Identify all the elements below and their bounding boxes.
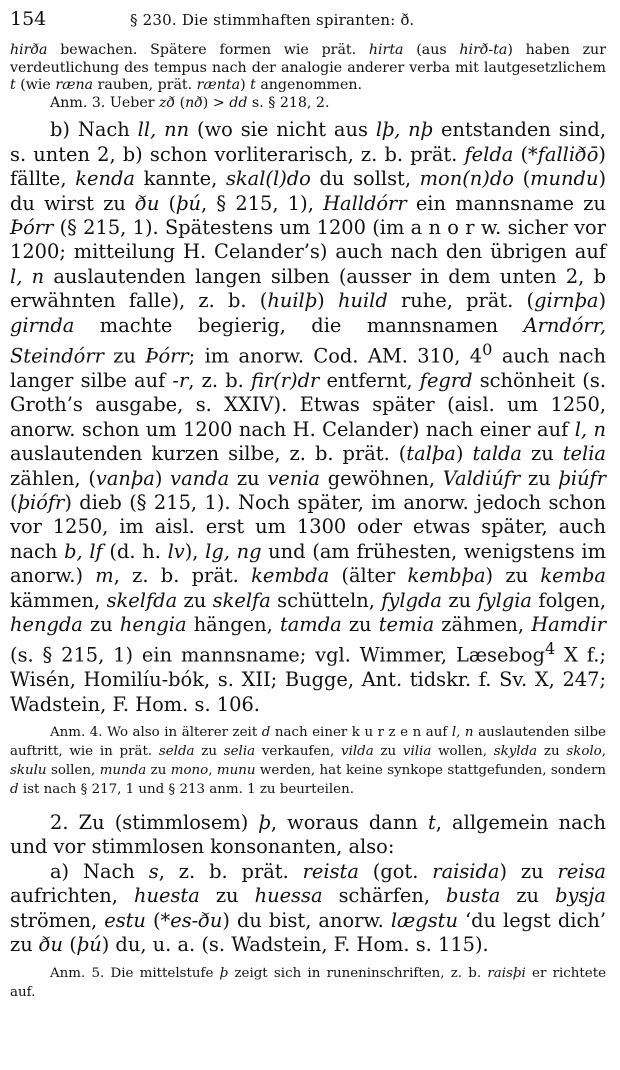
page-number: 154 <box>10 8 47 30</box>
running-title: § 230. Die stimmhaften spiranten: ð. <box>130 11 415 29</box>
section-b-paragraph: b) Nach ll, nn (wo sie nicht aus lþ, nþ entstanden sind, s. unten 2, b) schon vorliterarisch, z. b. prät. felda (*falliðō) fällte, kenda kannte, skal(l)do du sollst, mon(n)do (mundu) du wirst zu ðu (þú, § 215, 1), Halldórr ein mannsname zu Þórr (§ 215, 1). Spätestens um 1200 (im a n o r w. sicher vor 1200; mitteilung H. Celander’s) auch nach den übrigen auf l, n auslautenden langen silben (ausser in dem unten 2, b erwähnten falle), z. b. (huilþ) huild ruhe, prät. (girnþa) girnda machte begierig, die mannsnamen Arndórr, Steindórr zu Þórr; im anorw. Cod. AM. 310, $4^0$ auch nach langer silbe auf -r, z. b. fir(r)dr entfernt, fegrd schönheit (s. Groth’s ausgabe, s. XXIV). Etwas später (aisl. um 1250, anorw. schon um 1200 nach H. Celander) nach einer auf l, n auslautenden kurzen silbe, z. b. prät. (talþa) talda zu telia zählen, (vanþa) vanda zu venia gewöhnen, Valdiúfr zu þiúfr (þiófr) dieb (§ 215, 1). Noch später, im anorw. jedoch schon vor 1250, im aisl. erst um 1300 oder etwas später, auch nach b, lf (d. h. lv), lg, ng und (am frühesten, wenigstens im anorw.) m, z. b. prät. kembda (älter kembþa) zu kemba kämmen, skelfda zu skelfa schütteln, fylgda zu fylgia folgen, hengda zu hengia hängen, tamda zu temia zähmen, Hamdir (s. § 215, 1) ein mannsname; vgl. Wimmer, Læsebog$^4$ X f.; Wisén, Homilíu-bók, s. XII; Bugge, Ant. tidskr. f. Sv. X, 247; Wadstein, F. Hom. s. 106. <box>10 118 607 716</box>
anmerkung-4: Anm. 4. Wo also in älterer zeit d nach einer k u r z e n auf l, n auslautenden silbe auftritt, wie in prät. selda zu selia verkaufen, vilda zu vilia wollen, skylda zu skolo, skulu sollen, munda zu mono, munu werden, hat keine synkope stattgefunden, sondern d ist nach § 217, 1 und § 213 anm. 1 zu beurteilen. <box>10 725 607 798</box>
anmerkung-3: Anm. 3. Ueber zð (nð) > dd s. § 218, 2. <box>50 94 330 111</box>
anmerkung-5: Anm. 5. Die mittelstufe þ zeigt sich in runeninschriften, z. b. raisþi er richtete auf. <box>10 965 607 1000</box>
page-header <box>10 8 606 42</box>
continuation-paragraph: hirða bewachen. Spätere formen wie prät. hirta (aus hirð-ta) haben zur verdeutlichung des tempus nach der analogie anderer verba mit lautgesetzlichem t (wie ræna rauben, prät. rænta) t angenommen. <box>10 42 606 94</box>
section-2-paragraph: 2. Zu (stimmlosem) þ, woraus dann t, allgemein nach und vor stimmlosen konsonanten, also: <box>10 811 606 859</box>
section-2a-paragraph: a) Nach s, z. b. prät. reista (got. raisida) zu reisa aufrichten, huesta zu huessa schärfen, busta zu bysja strömen, estu (*es-ðu) du bist, anorw. lægstu ‘du legst dich’ zu ðu (þú) du, u. a. (s. Wadstein, F. Hom. s. 115). <box>10 859 606 957</box>
